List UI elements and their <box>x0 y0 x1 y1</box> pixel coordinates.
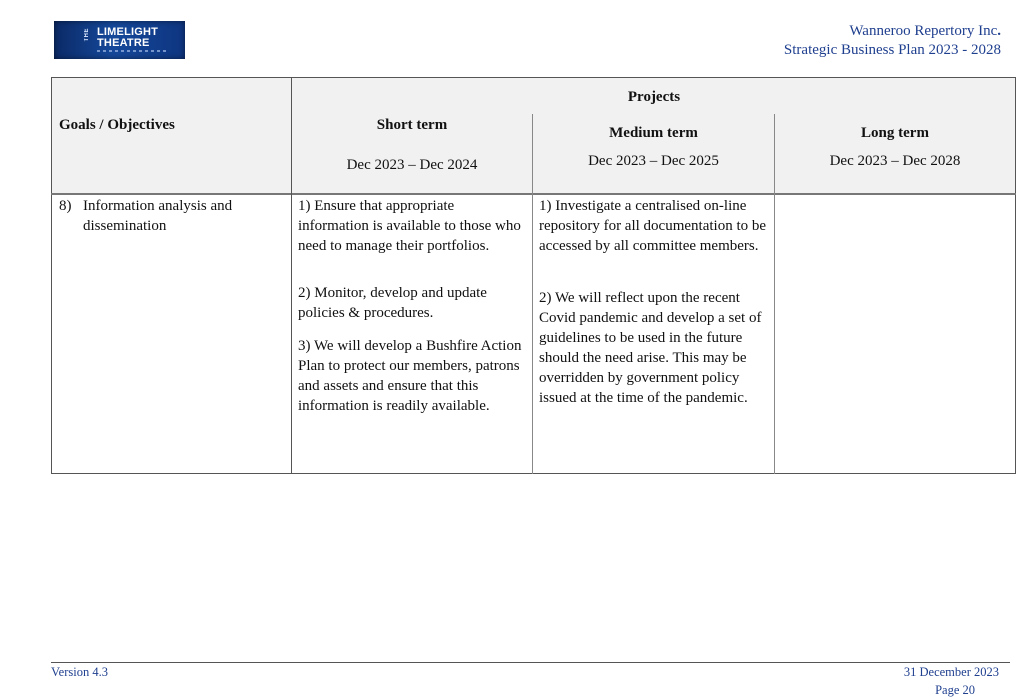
col-divider-1 <box>291 77 292 474</box>
limelight-theatre-logo <box>54 21 185 59</box>
footer-version: Version 4.3 <box>51 665 108 679</box>
medium-term-range: Dec 2023 – Dec 2025 <box>588 153 719 169</box>
short-term-item-1: 1) Ensure that appropriate information is available to those who need to manage their portfolios. <box>298 198 521 254</box>
logo-decoration <box>97 50 167 52</box>
medium-term-item-1: 1) Investigate a centralised on-line repository for all documentation to be accessed by all committee members. <box>539 198 767 254</box>
long-term-range: Dec 2023 – Dec 2028 <box>829 153 961 169</box>
footer-date: 31 December 2023 <box>903 665 999 679</box>
goal-number: 8) <box>59 198 72 214</box>
medium-term-header: Medium term <box>609 125 698 141</box>
footer-page-number: Page 20 <box>935 683 975 697</box>
goals-objectives-header: Goals / Objectives <box>59 117 175 133</box>
short-term-item-2: 2) Monitor, develop and update policies & procedures. <box>298 285 487 321</box>
medium-term-item-2: 2) We will reflect upon the recent Covid pandemic and develop a set of guidelines to be used in the future should the need arise. This may be overridden by government policy issued at the time of the pandemic. <box>539 290 762 406</box>
logo-word-limelight: LIMELIGHT <box>97 26 159 38</box>
table-border-right <box>1015 77 1016 474</box>
logo-word-theatre: THEATRE <box>97 37 150 49</box>
short-term-range: Dec 2023 – Dec 2024 <box>346 157 478 173</box>
short-term-header: Short term <box>376 117 448 133</box>
header-divider <box>51 193 1016 195</box>
org-name: Wanneroo Repertory Inc. <box>849 23 1001 39</box>
footer-divider <box>51 662 1010 663</box>
table-border-left <box>51 77 52 474</box>
projects-table <box>51 77 1016 474</box>
goal-text: Information analysis and dissemination <box>83 198 233 234</box>
long-term-header: Long term <box>861 125 929 141</box>
table-border-top <box>51 77 1016 78</box>
doc-title: Strategic Business Plan 2023 - 2028 <box>783 42 1001 58</box>
short-term-item-3: 3) We will develop a Bushfire Action Plan to protect our members, patrons and assets and ensure that this information is readily available. <box>298 338 522 414</box>
logo-the-text: THE <box>84 28 90 42</box>
projects-header: Projects <box>627 89 681 105</box>
document-header <box>784 22 1001 60</box>
table-border-bottom <box>51 473 1016 474</box>
